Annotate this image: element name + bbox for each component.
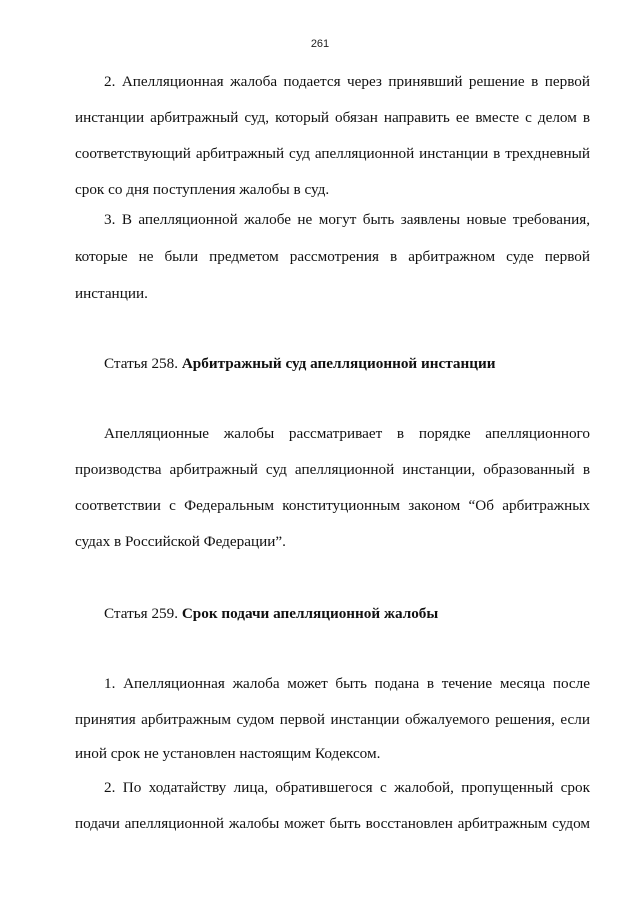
article-258-title: Арбитражный суд апелляционной инстанции xyxy=(181,355,496,372)
text-line: подачи апелляционной жалобы может быть восстановлен арбитражным судом xyxy=(75,815,590,832)
text-line: инстанции. xyxy=(75,285,148,302)
text-line: 2. Апелляционная жалоба подается через принявший решение в первой xyxy=(104,73,590,90)
text-line: Апелляционные жалобы рассматривает в порядке апелляционного xyxy=(104,425,590,442)
text-line: 2. По ходатайству лица, обратившегося с жалобой, пропущенный срок xyxy=(104,779,590,796)
article-258-heading xyxy=(104,354,590,374)
text-line: инстанции арбитражный суд, который обязан направить ее вместе с делом в xyxy=(75,109,590,126)
text-line: соответствующий арбитражный суд апелляционной инстанции в трехдневный xyxy=(75,145,590,162)
text-line: которые не были предметом рассмотрения в арбитражном суде первой xyxy=(75,248,590,265)
text-line: производства арбитражный суд апелляционной инстанции, образованный в xyxy=(75,461,590,478)
page-number: 261 xyxy=(310,38,330,50)
article-259-heading xyxy=(104,604,590,624)
text-line: иной срок не установлен настоящим Кодексом. xyxy=(75,745,381,762)
text-line: 1. Апелляционная жалоба может быть подана в течение месяца после xyxy=(104,675,590,692)
text-line: 3. В апелляционной жалобе не могут быть заявлены новые требования, xyxy=(104,211,590,228)
article-259-title: Срок подачи апелляционной жалобы xyxy=(181,605,439,622)
article-259-prefix: Статья 259. xyxy=(104,605,179,622)
text-line: срок со дня поступления жалобы в суд. xyxy=(75,181,330,198)
text-line: судах в Российской Федерации”. xyxy=(75,533,286,550)
text-line: соответствии с Федеральным конституционным законом “Об арбитражных xyxy=(75,497,590,514)
text-line: принятия арбитражным судом первой инстанции обжалуемого решения, если xyxy=(75,711,590,728)
article-258-prefix: Статья 258. xyxy=(104,355,179,372)
